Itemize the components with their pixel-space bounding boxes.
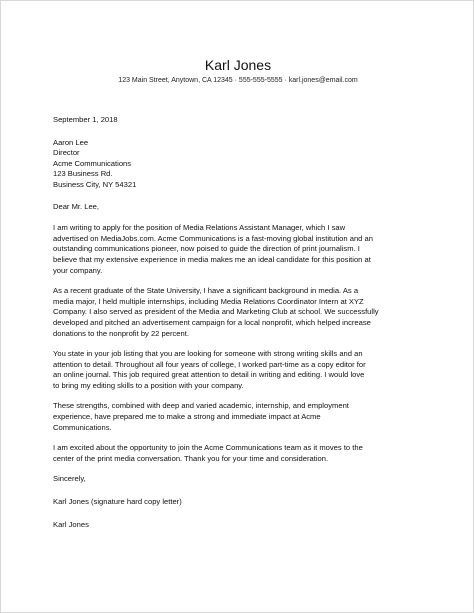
paragraph-line: Company. I also served as president of the Media and Marketing Club at school. We successfully xyxy=(53,307,379,317)
typed-name: Karl Jones xyxy=(53,519,89,529)
paragraph-line: experience, have prepared me to make a strong and immediate impact at Acme xyxy=(53,412,321,422)
paragraph-line: believe that my extensive experience in media makes me an ideal candidate for this position at xyxy=(53,254,371,264)
recipient-city: Business City, NY 54321 xyxy=(53,179,137,189)
closing: Sincerely, xyxy=(53,474,86,484)
body-paragraph-4 xyxy=(53,401,433,433)
paragraph-line: advertised on MediaJobs.com. Acme Communications is a fast-moving global institution and an xyxy=(53,233,373,243)
recipient-street: 123 Business Rd. xyxy=(53,169,113,179)
paragraph-line: As a recent graduate of the State University, I have a significant background in media. As a xyxy=(53,286,359,296)
paragraph-line: your company. xyxy=(53,265,103,275)
paragraph-line: You state in your job listing that you are looking for someone with strong writing skills and an xyxy=(53,349,363,359)
recipient-name: Aaron Lee xyxy=(53,137,89,147)
paragraph-line: center of the print media conversation. Thank you for your time and consideration. xyxy=(53,453,329,463)
sender-contact-line: 123 Main Street, Anytown, CA 12345 · 555-555-5555 · karl.jones@email.com xyxy=(118,77,358,84)
letter-body xyxy=(53,115,433,540)
body-paragraph-5 xyxy=(53,443,433,464)
letterhead xyxy=(1,57,474,85)
sender-name: Karl Jones xyxy=(204,57,272,73)
paragraph-line: outstanding communications pioneer, now poised to guide the direction of print journalism. I xyxy=(53,244,360,254)
paragraph-line: an online journal. This job required great attention to detail in writing and editing. I would love xyxy=(53,370,365,380)
paragraph-line: to bring my editing skills to a position with your company. xyxy=(53,380,244,390)
signature-note: Karl Jones (signature hard copy letter) xyxy=(53,497,182,507)
paragraph-line: I am writing to apply for the position of Media Relations Assistant Manager, which I saw xyxy=(53,223,346,233)
recipient-title: Director xyxy=(53,148,80,158)
paragraph-line: media major, I held multiple internships, including Media Relations Coordinator Intern at XYZ xyxy=(53,296,364,306)
paragraph-line: donations to the nonprofit by 22 percent. xyxy=(53,328,189,338)
body-paragraph-1 xyxy=(53,223,433,276)
body-paragraph-2 xyxy=(53,286,433,339)
paragraph-line: These strengths, combined with deep and varied academic, internship, and employment xyxy=(53,401,349,411)
recipient-company: Acme Communications xyxy=(53,158,132,168)
paragraph-line: developed and pitched an advertisement campaign for a local nonprofit, which helped increase xyxy=(53,317,371,327)
paragraph-line: I am excited about the opportunity to join the Acme Communications team as it moves to the xyxy=(53,443,363,453)
paragraph-line: Communications. xyxy=(53,422,112,432)
salutation: Dear Mr. Lee, xyxy=(53,201,100,211)
body-paragraph-3 xyxy=(53,349,433,391)
recipient-address xyxy=(53,138,433,191)
paragraph-line: attention to detail. Throughout all four years of college, I worked part-time as a copy editor for xyxy=(53,359,366,369)
letter-date: September 1, 2018 xyxy=(53,115,118,124)
